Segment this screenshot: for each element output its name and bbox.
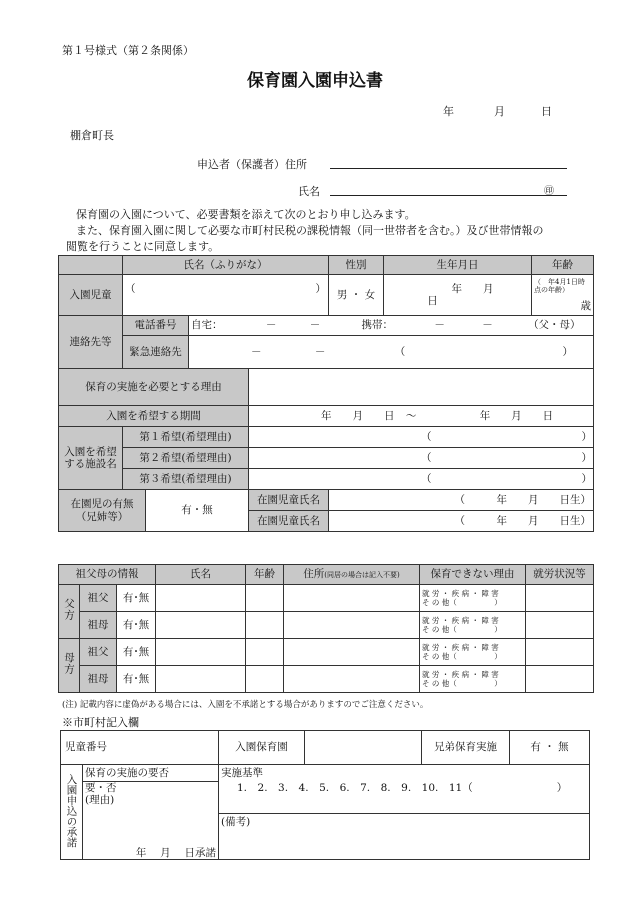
facility-choice-2: 第２希望(希望理由) — [123, 448, 249, 469]
sibling-care-label: 兄弟保育実施 — [422, 731, 510, 765]
necessity-yesno: 要・否 — [85, 782, 117, 794]
criteria-label: 実施基準 — [221, 767, 263, 779]
applicant-name-label: 氏名 — [298, 185, 320, 198]
reason-line2: そ の 他（ ） — [422, 652, 502, 661]
gp-grandmother-label: 祖母 — [80, 666, 117, 693]
sibling-name-field-2[interactable]: （ 年 月 日生） — [329, 511, 594, 532]
mobile-label: 携帯： — [361, 319, 394, 332]
gp-name-header: 氏名 — [156, 565, 246, 585]
approval-label: 入園申込の承諾 — [65, 773, 78, 848]
reason-line1: 就 労 ・ 疾 病 ・ 障 害 — [422, 588, 499, 598]
gp-reason-field[interactable] — [420, 612, 526, 639]
form-number: 第１号様式（第２条関係） — [62, 44, 194, 57]
necessity-label: 保育の実施の要否 — [83, 765, 219, 782]
sibling-name-label-2: 在園児童氏名 — [249, 511, 329, 532]
reason-line1: 就 労 ・ 疾 病 ・ 障 害 — [422, 642, 499, 652]
gp-address-text: 住所 — [303, 568, 325, 581]
father-side-label: 父方 — [63, 598, 76, 622]
criteria-field[interactable] — [219, 765, 590, 814]
gp-grandfather-label: 祖父 — [80, 639, 117, 666]
period-end: 年 月 日 — [479, 409, 554, 422]
period-label: 入園を希望する期間 — [59, 406, 249, 427]
period-start: 年 月 日 — [321, 409, 395, 422]
gp-grandfather-label: 祖父 — [80, 585, 117, 612]
gp-yesno[interactable]: 有･無 — [117, 585, 156, 612]
facility-label: 入園を希望する施設名 — [59, 427, 123, 490]
entry-nursery-label: 入園保育園 — [219, 731, 305, 765]
facility-choice-3: 第３希望(希望理由) — [123, 469, 249, 490]
birth-line1: 年 月 — [451, 282, 494, 295]
gp-age-field[interactable] — [246, 666, 284, 693]
approval-date[interactable]: 年 月 日承諾 — [83, 814, 219, 860]
gp-grandmother-label: 祖母 — [80, 612, 117, 639]
child-birth-field[interactable] — [384, 275, 532, 316]
reason-line1: 就 労 ・ 疾 病 ・ 障 害 — [422, 669, 499, 679]
gp-reason-field[interactable] — [420, 585, 526, 612]
paren-close: ） — [562, 345, 574, 358]
gp-reason-field[interactable] — [420, 666, 526, 693]
date-day: 日 — [541, 105, 552, 118]
gp-address-field[interactable] — [284, 639, 420, 666]
gp-yesno[interactable]: 有･無 — [117, 639, 156, 666]
applicant-address-field[interactable] — [330, 168, 567, 169]
paren-open: （ — [421, 472, 432, 485]
child-no-label — [61, 731, 219, 765]
gp-name-field[interactable] — [156, 612, 246, 639]
child-sex-field[interactable]: 男 ・ 女 — [329, 275, 384, 316]
page-title: 保育園入園申込書 — [247, 71, 383, 91]
reason-line2: そ の 他（ ） — [422, 679, 502, 688]
reason-field[interactable] — [249, 369, 594, 406]
office-table — [60, 730, 590, 860]
period-field[interactable] — [249, 406, 594, 427]
facility-field-1[interactable] — [249, 427, 594, 448]
facility-field-2[interactable] — [249, 448, 594, 469]
paren-open: （ — [421, 430, 432, 443]
seal-mark: ㊞ — [544, 186, 554, 197]
date-month: 月 — [494, 105, 505, 118]
intro-text-2: また、保育園入園に関して必要な市町村民税の課税情報（同一世帯者を含む。）及び世帯情報の — [76, 224, 544, 237]
dash: － — [309, 319, 321, 332]
disclaimer-note: (注) 記載内容に虚偽がある場合には、入園を不承諾とする場合がありますのでご注意ください。 — [62, 700, 429, 710]
paren-open: （ — [125, 282, 136, 295]
gp-name-field[interactable] — [156, 639, 246, 666]
age-note: （ 年4月1日時点の年齢） — [534, 278, 585, 295]
gp-yesno[interactable]: 有･無 — [117, 666, 156, 693]
gp-work-field[interactable] — [526, 585, 594, 612]
gp-yesno[interactable]: 有･無 — [117, 612, 156, 639]
phone-field[interactable] — [189, 316, 594, 336]
necessity-reason: (理由) — [85, 794, 115, 807]
mother-side-label: 母方 — [63, 652, 76, 676]
gp-age-header: 年齢 — [246, 565, 284, 585]
gp-work-header: 就労状況等 — [526, 565, 594, 585]
child-age-header: 年齢 — [532, 256, 594, 275]
paren-close: ） — [581, 430, 592, 443]
intro-text-1: 保育園の入園について、必要書類を添えて次のとおり申し込みます。 — [76, 208, 416, 221]
sibling-name-label-1: 在園児童氏名 — [249, 490, 329, 511]
applicant-address-label: 申込者（保護者）住所 — [197, 158, 307, 171]
date-year: 年 — [443, 105, 454, 118]
gp-address-field[interactable] — [284, 666, 420, 693]
gp-name-field[interactable] — [156, 585, 246, 612]
birth-line2: 日 — [427, 295, 438, 307]
paren-open: （ — [394, 345, 406, 358]
applicant-name-field[interactable] — [330, 195, 567, 196]
gp-reason-header: 保育できない理由 — [420, 565, 526, 585]
gp-name-field[interactable] — [156, 666, 246, 693]
dash: － — [482, 319, 493, 332]
siblings-yesno[interactable]: 有・無 — [146, 490, 249, 532]
facility-choice-1: 第１希望(希望理由) — [123, 427, 249, 448]
reason-label: 保育の実施を必要とする理由 — [59, 369, 249, 406]
age-unit: 歳 — [580, 299, 592, 312]
dash: － — [434, 319, 445, 332]
child-age-field[interactable] — [532, 275, 594, 316]
gp-age-field[interactable] — [246, 639, 284, 666]
paren-close: ） — [581, 451, 592, 464]
relation: （父・母） — [528, 319, 581, 332]
dash: － — [314, 345, 326, 358]
entry-nursery-field[interactable] — [305, 731, 422, 765]
siblings-label: 在園児の有無（兄姉等） — [59, 490, 146, 532]
emergency-field[interactable] — [189, 336, 594, 369]
emergency-label: 緊急連絡先 — [123, 336, 189, 369]
gp-age-field[interactable] — [246, 585, 284, 612]
child-sex-header: 性別 — [329, 256, 384, 275]
paren-close: ） — [581, 472, 592, 485]
phone-label: 電話番号 — [123, 316, 189, 336]
gp-address-note: (同居の場合は記入不要) — [324, 571, 400, 580]
contact-label: 連絡先等 — [59, 316, 123, 369]
dash: － — [265, 319, 277, 332]
paren-open: （ — [421, 451, 432, 464]
gp-age-field[interactable] — [246, 612, 284, 639]
addressee: 棚倉町長 — [70, 129, 114, 142]
gp-info-header: 祖父母の情報 — [59, 565, 156, 585]
home-label: 自宅： — [191, 319, 223, 332]
gp-address-header — [284, 565, 420, 585]
application-table — [58, 255, 594, 532]
grandparents-table — [58, 564, 594, 693]
dash: － — [251, 345, 262, 358]
reason-line2: そ の 他（ ） — [422, 625, 502, 634]
gp-address-field[interactable] — [284, 612, 420, 639]
gp-work-field[interactable] — [526, 639, 594, 666]
office-heading: ※市町村記入欄 — [62, 716, 139, 729]
gp-work-field[interactable] — [526, 612, 594, 639]
gp-address-field[interactable] — [284, 585, 420, 612]
child-birth-header: 生年月日 — [384, 256, 532, 275]
child-no-text: 児童番号 — [65, 741, 107, 754]
sibling-care-yesno[interactable]: 有 ・ 無 — [510, 731, 590, 765]
remarks-field[interactable]: (備考) — [219, 814, 590, 860]
period-tilde: ～ — [405, 409, 417, 422]
intro-text-3: 閲覧を行うことに同意します。 — [66, 240, 220, 253]
child-name-header: 氏名（ふりがな） — [123, 256, 329, 275]
criteria-list: 1. 2. 3. 4. 5. 6. 7. 8. 9. 10. 11（ ） — [237, 782, 568, 795]
gp-reason-field[interactable] — [420, 639, 526, 666]
reason-line1: 就 労 ・ 疾 病 ・ 障 害 — [422, 615, 499, 625]
gp-work-field[interactable] — [526, 666, 594, 693]
reason-line2: そ の 他（ ） — [422, 598, 502, 607]
sibling-name-field-1[interactable]: （ 年 月 日生） — [329, 490, 594, 511]
necessity-field[interactable] — [83, 782, 219, 814]
child-label: 入園児童 — [59, 275, 123, 316]
facility-field-3[interactable] — [249, 469, 594, 490]
child-name-field[interactable] — [123, 275, 329, 316]
paren-close: ） — [315, 282, 327, 295]
